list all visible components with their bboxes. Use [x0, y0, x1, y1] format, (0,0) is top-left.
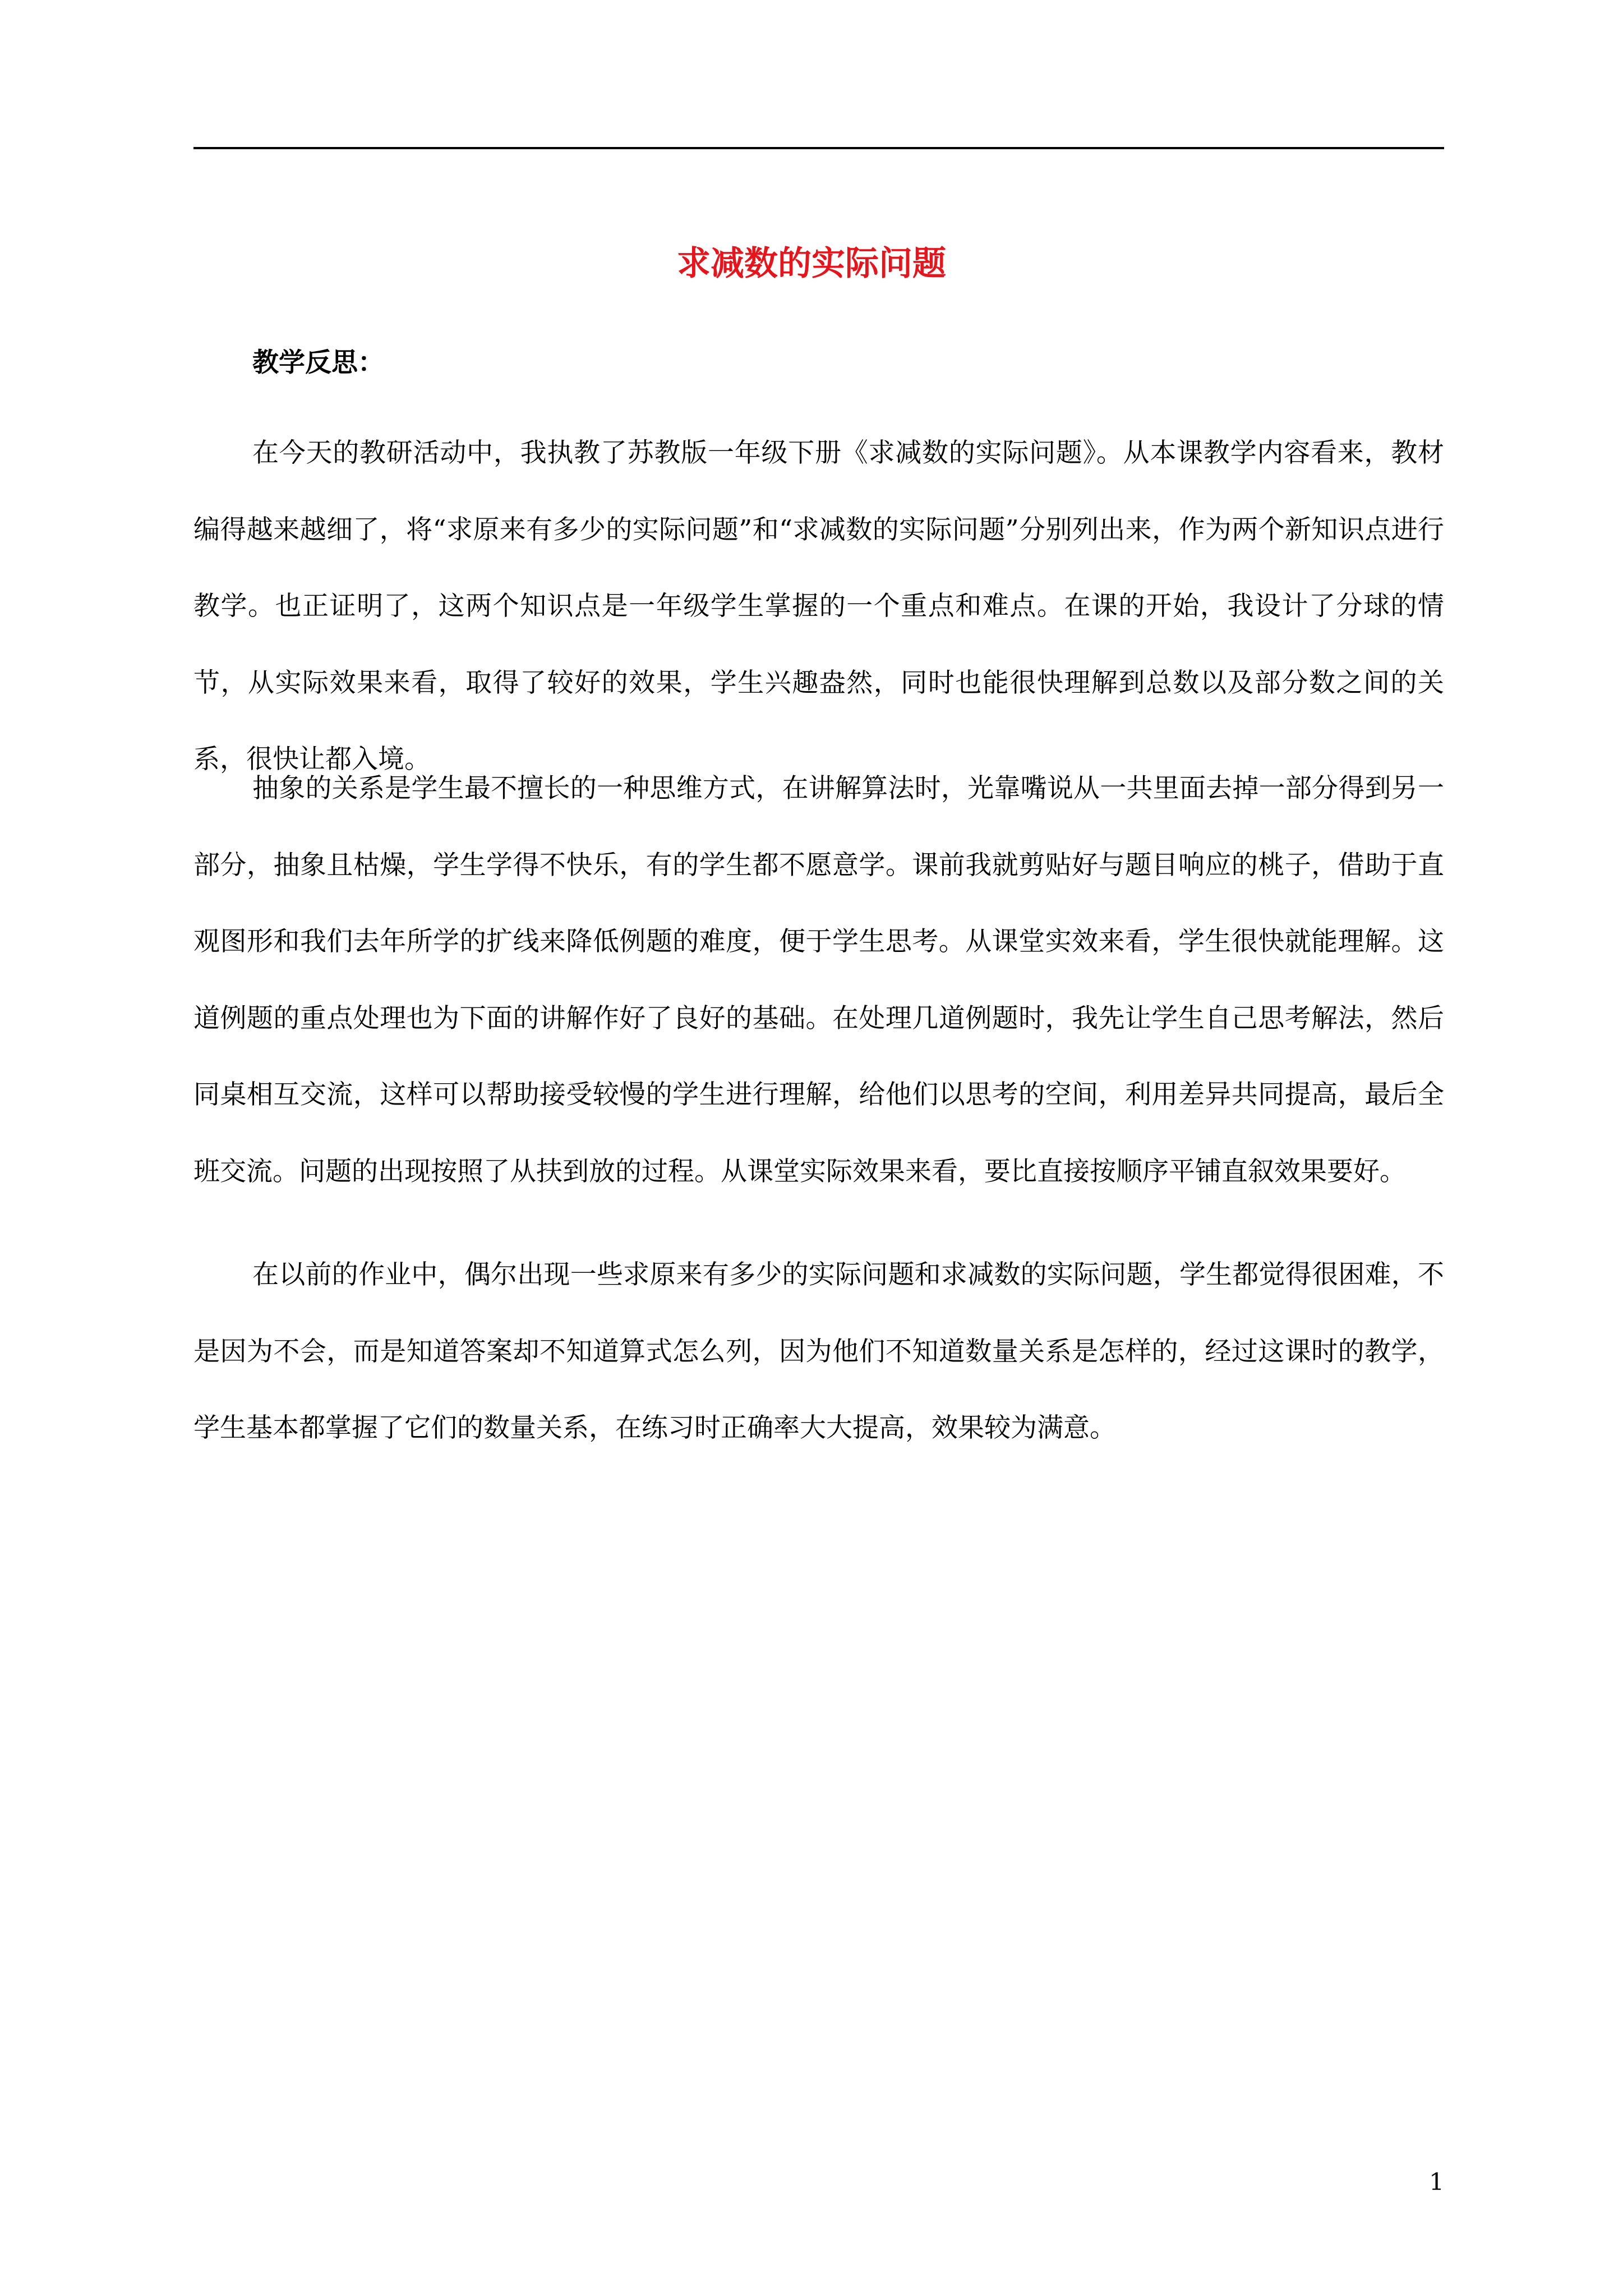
document-title: 求减数的实际问题 [677, 244, 946, 283]
body-paragraph-3: 在以前的作业中，偶尔出现一些求原来有多少的实际问题和求减数的实际问题，学生都觉得很困难，不是因为不会，而是知道答案却不知道算式怎么列，因为他们不知道数量关系是怎样的，经过这课时的教学，学生基本都掌握了它们的数量关系，在练习时正确率大大提高，效果较为满意。 [193, 1259, 1444, 1443]
body-paragraph-1: 在今天的教研活动中，我执教了苏教版一年级下册《求减数的实际问题》。从本课教学内容看来，教材编得越来越细了，将“求原来有多少的实际问题”和“求减数的实际问题”分别列出来，作为两个新知识点进行教学。也正证明了，这两个知识点是一年级学生掌握的一个重点和难点。在课的开始，我设计了分球的情节，从实际效果来看，取得了较好的效果，学生兴趣盎然，同时也能很快理解到总数以及部分数之间的关系，很快让都入境。 [193, 438, 1444, 775]
body-paragraph-2: 抽象的关系是学生最不擅长的一种思维方式，在讲解算法时，光靠嘴说从一共里面去掉一部分得到另一部分，抽象且枯燥，学生学得不快乐，有的学生都不愿意学。课前我就剪贴好与题目响应的桃子，借助于直观图形和我们去年所学的扩线来降低例题的难度，便于学生思考。从课堂实效来看，学生很快就能理解。这道例题的重点处理也为下面的讲解作好了良好的基础。在处理几道例题时，我先让学生自己思考解法，然后同桌相互交流，这样可以帮助接受较慢的学生进行理解，给他们以思考的空间，利用差异共同提高，最后全班交流。问题的出现按照了从扶到放的过程。从课堂实际效果来看，要比直接按顺序平铺直叙效果要好。 [193, 773, 1444, 1187]
page-number: 1 [1429, 2168, 1444, 2196]
section-label: 教学反思： [252, 347, 384, 378]
header-rule [193, 147, 1444, 149]
